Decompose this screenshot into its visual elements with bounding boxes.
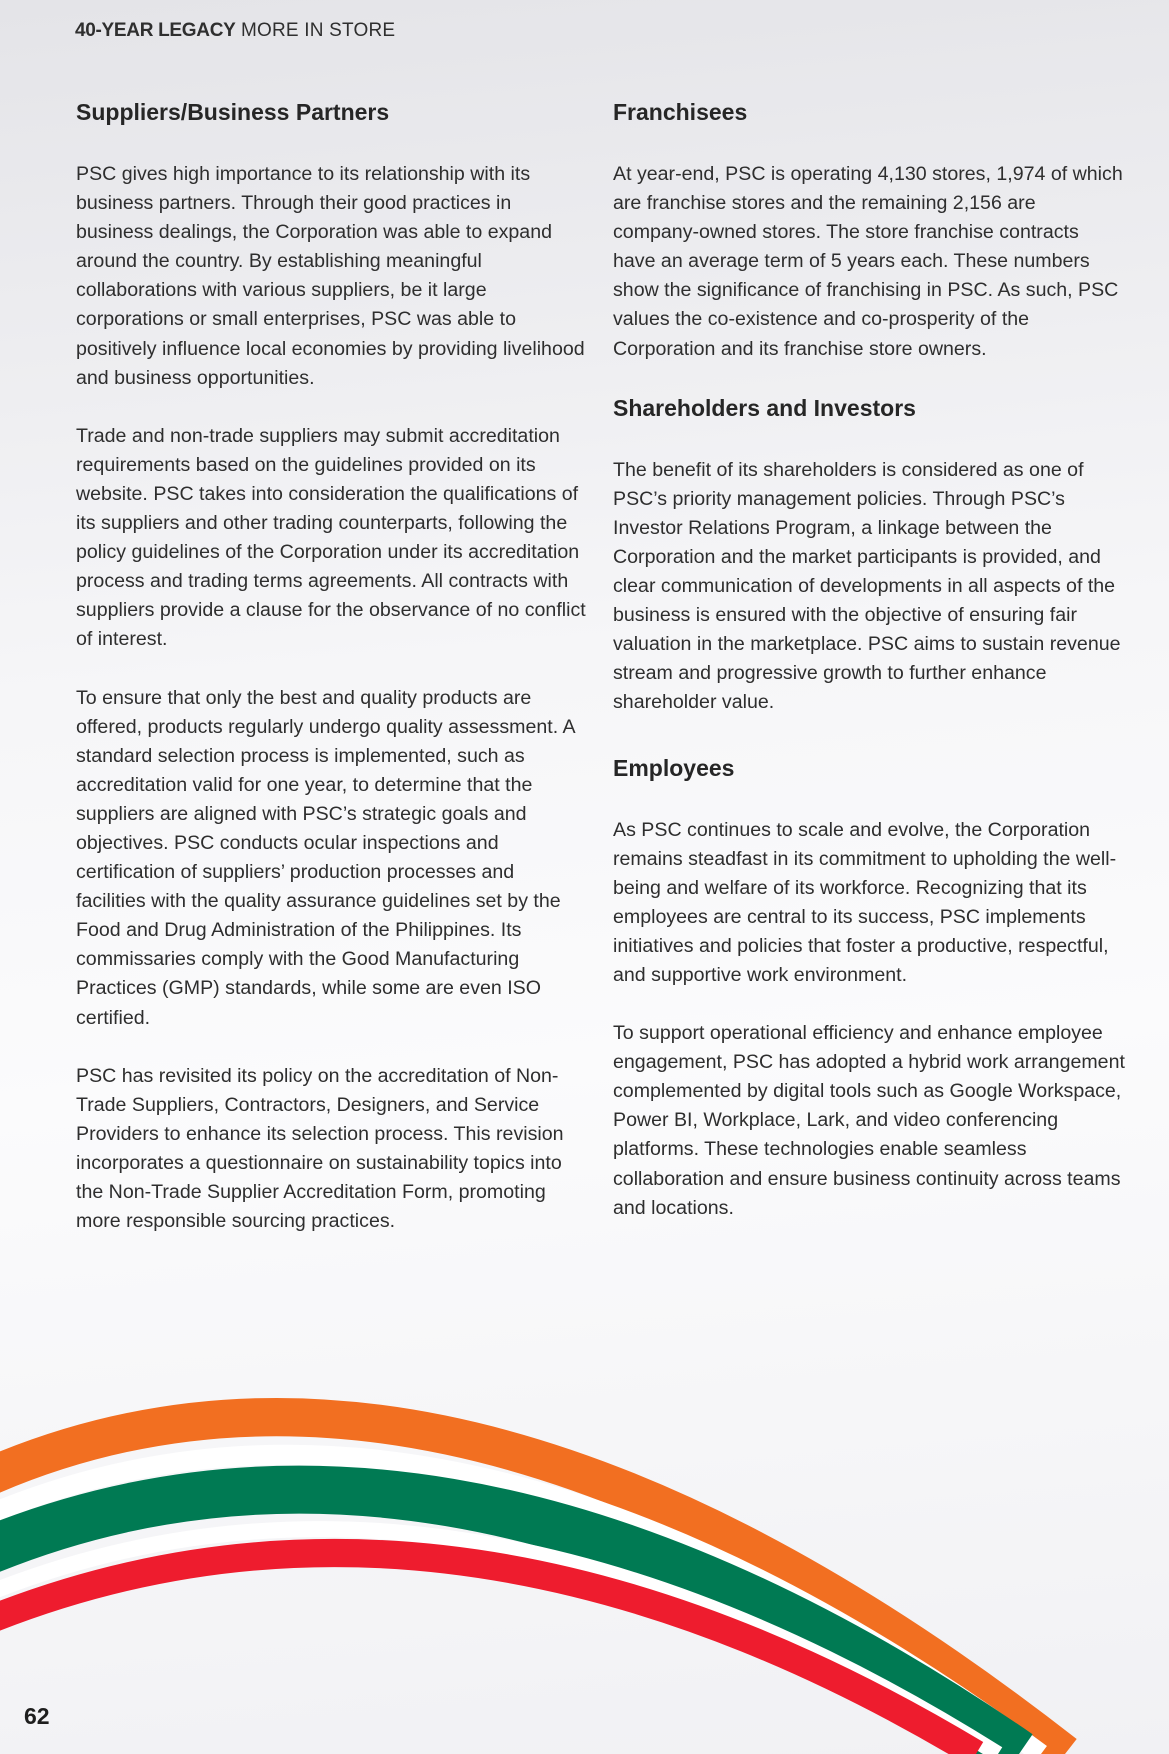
section-heading-suppliers: Suppliers/Business Partners xyxy=(76,99,390,125)
right-column xyxy=(613,96,1125,1223)
suppliers-paragraph-4: PSC has revisited its policy on the accreditation of Non-Trade Suppliers, Contractors, Designers, and Service Providers to enhance its selection process. This revision incorporates a questionnaire on sustainability topics into the Non-Trade Supplier Accreditation Form, promoting more responsible sourcing practices. xyxy=(76,1064,564,1233)
running-header xyxy=(75,20,395,42)
suppliers-paragraph-1: PSC gives high importance to its relationship with its business partners. Through their good practices in business dealings, the Corporation was able to expand around the country. By establishing meaningful collaborations with various suppliers, be it large corporations or small enterprises, PSC was able to positively influence local economies by providing livelihood and business opportunities. xyxy=(76,163,585,389)
shareholders-paragraph-1: The benefit of its shareholders is considered as one of PSC’s priority management policies. Through PSC’s Investor Relations Program, a linkage between the Corporation and the market participants is provided, and clear communication of developments in all aspects of the business is ensured with the objective of ensuring fair valuation in the marketplace. PSC aims to sustain revenue stream and progressive growth to further enhance shareholder value. xyxy=(613,458,1121,714)
left-column xyxy=(76,96,588,1236)
employees-paragraph-1: As PSC continues to scale and evolve, the Corporation remains steadfast in its commitment to upholding the well-being and welfare of its workforce. Recognizing that its employees are central to its success, PSC implements initiatives and policies that foster a productive, respectful, and supportive work environment. xyxy=(613,818,1117,986)
suppliers-paragraph-3: To ensure that only the best and quality products are offered, products regularly undergo quality assessment. A standard selection process is implemented, such as accreditation valid for one year, to determine that the suppliers are aligned with PSC’s strategic goals and objectives. PSC conducts ocular inspections and certification of suppliers’ production processes and facilities with the quality assurance guidelines set by the Food and Drug Administration of the Philippines. Its commissaries comply with the Good Manufacturing Practices (GMP) standards, while some are even ISO certified. xyxy=(76,686,575,1029)
section-heading-shareholders: Shareholders and Investors xyxy=(613,394,916,421)
header-subtitle: MORE IN STORE xyxy=(241,20,396,41)
header-legacy: 40-YEAR LEGACY xyxy=(75,20,236,41)
suppliers-paragraph-2: Trade and non-trade suppliers may submit accreditation requirements based on the guidelines provided on its website. PSC takes into consideration the qualifications of its suppliers and other trading counterparts, following the policy guidelines of the Corporation under its accreditation process and trading terms agreements. All contracts with suppliers provide a clause for the observance of no conflict of interest. xyxy=(76,424,586,651)
section-heading-franchisees: Franchisees xyxy=(613,99,748,125)
decorative-stripe-arcs xyxy=(0,1360,1169,1754)
page-number: 62 xyxy=(24,1703,50,1729)
employees-paragraph-2: To support operational efficiency and enhance employee engagement, PSC has adopted a hybrid work arrangement complemented by digital tools such as Google Workspace, Power BI, Workplace, Lark, and video conferencing platforms. These technologies enable seamless collaboration and ensure business continuity across teams and locations. xyxy=(613,1022,1125,1219)
section-heading-employees: Employees xyxy=(613,754,735,781)
franchisees-paragraph-1: At year-end, PSC is operating 4,130 stores, 1,974 of which are franchise stores and the remaining 2,156 are company-owned stores. The store franchise contracts have an average term of 5 years each. These numbers show the significance of franchising in PSC. As such, PSC values the co-existence and co-prosperity of the Corporation and its franchise store owners. xyxy=(613,163,1123,360)
